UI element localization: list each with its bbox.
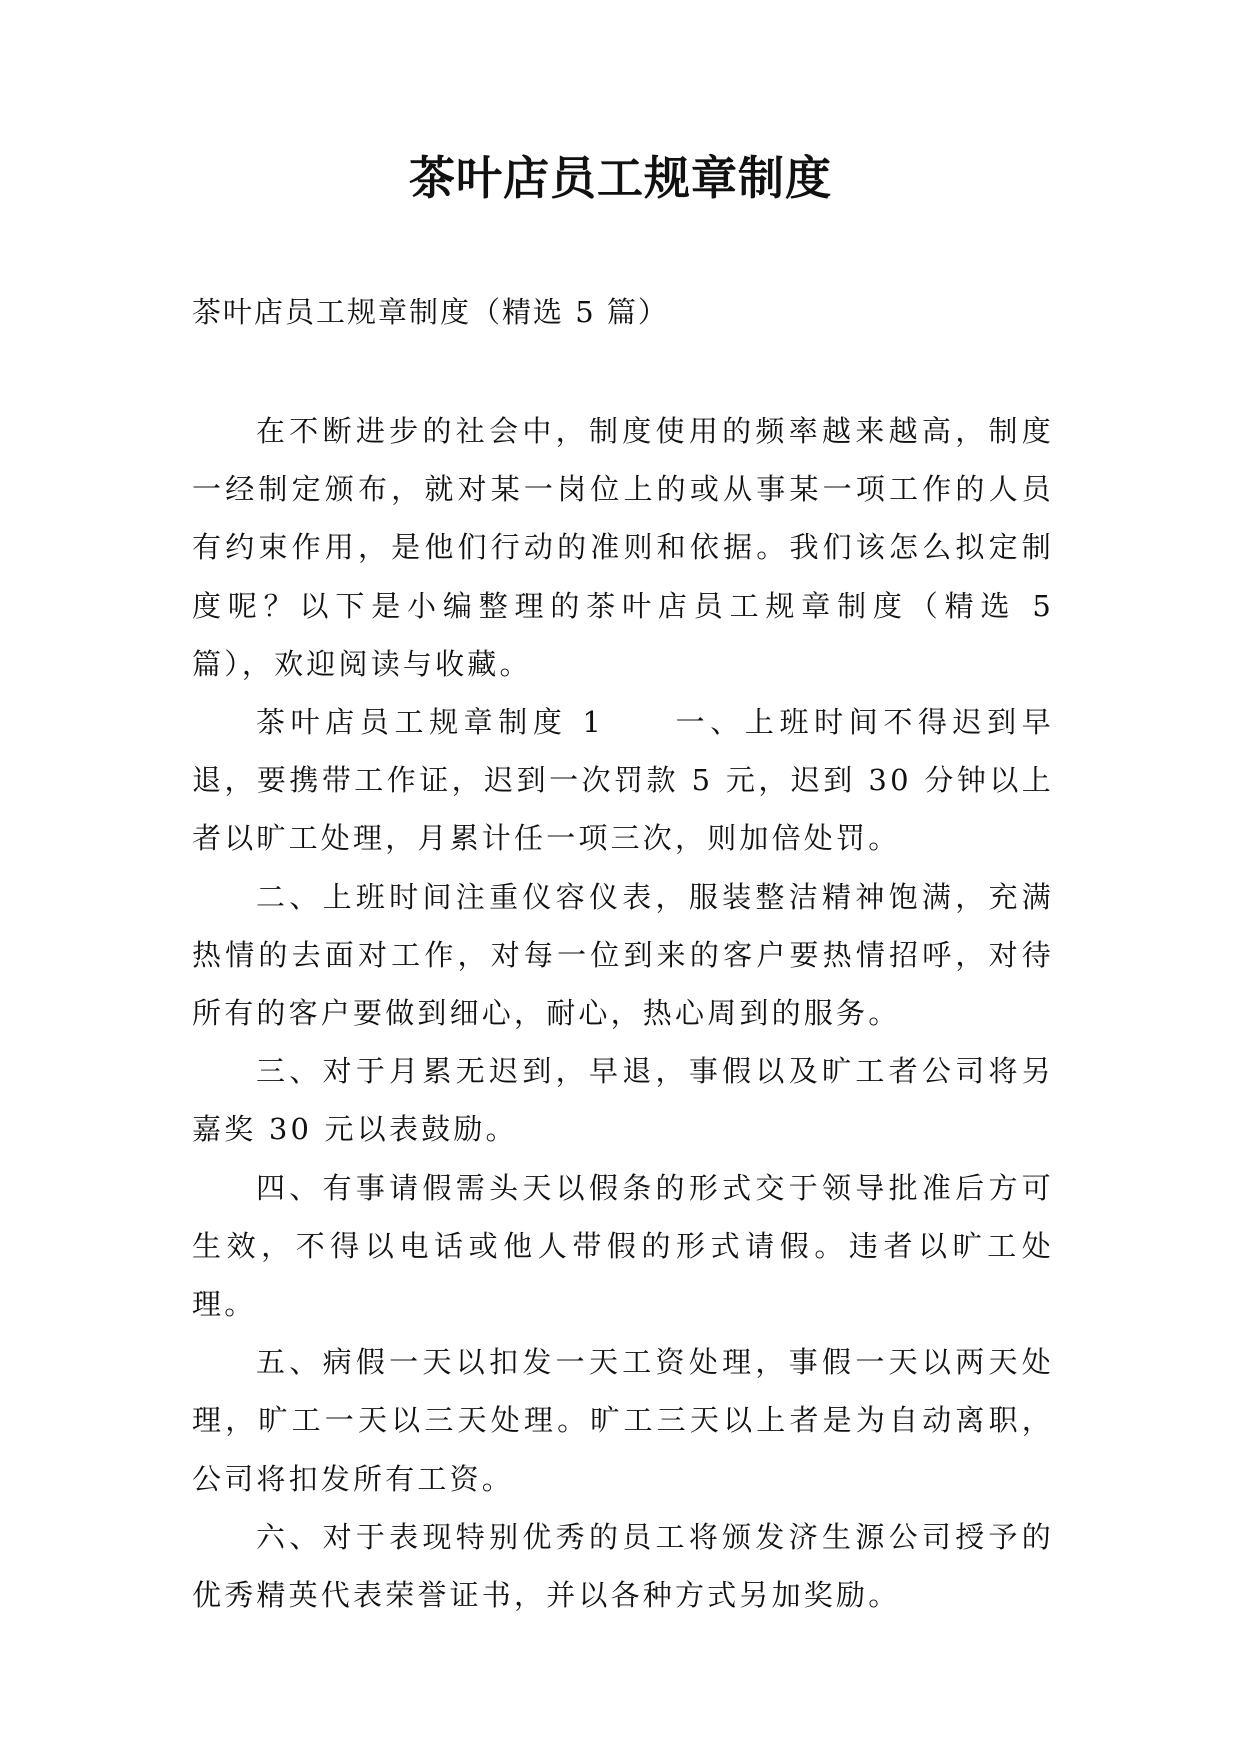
document-body	[192, 402, 1054, 1624]
paragraph-rule-2: 二、上班时间注重仪容仪表，服装整洁精神饱满，充满热情的去面对工作，对每一位到来的客户要热情招呼，对待所有的客户要做到细心，耐心，热心周到的服务。	[192, 879, 1054, 1031]
paragraph-rule-1: 茶叶店员工规章制度 1 一、上班时间不得迟到早退，要携带工作证，迟到一次罚款 5 元，迟到 30 分钟以上者以旷工处理，月累计任一项三次，则加倍处罚。	[192, 705, 1054, 856]
paragraph-rule-3: 三、对于月累无迟到，早退，事假以及旷工者公司将另嘉奖 30 元以表鼓励。	[192, 1054, 1054, 1147]
paragraph-rule-5: 五、病假一天以扣发一天工资处理，事假一天以两天处理，旷工一天以三天处理。旷工三天以上者是为自动离职，公司将扣发所有工资。	[192, 1345, 1054, 1496]
paragraph-rule-4: 四、有事请假需头天以假条的形式交于领导批准后方可生效，不得以电话或他人带假的形式请假。违者以旷工处理。	[192, 1170, 1054, 1322]
document-title: 茶叶店员工规章制度	[409, 151, 832, 205]
paragraph-intro: 在不断进步的社会中，制度使用的频率越来越高，制度一经制定颁布，就对某一岗位上的或从事某一项工作的人员有约束作用，是他们行动的准则和依据。我们该怎么拟定制度呢？以下是小编整理的茶叶店员工规章制度（精选 5 篇），欢迎阅读与收藏。	[192, 414, 1054, 681]
document-subtitle: 茶叶店员工规章制度（精选 5 篇）	[192, 295, 669, 329]
paragraph-rule-6: 六、对于表现特别优秀的员工将颁发济生源公司授予的优秀精英代表荣誉证书，并以各种方式另加奖励。	[192, 1519, 1054, 1613]
